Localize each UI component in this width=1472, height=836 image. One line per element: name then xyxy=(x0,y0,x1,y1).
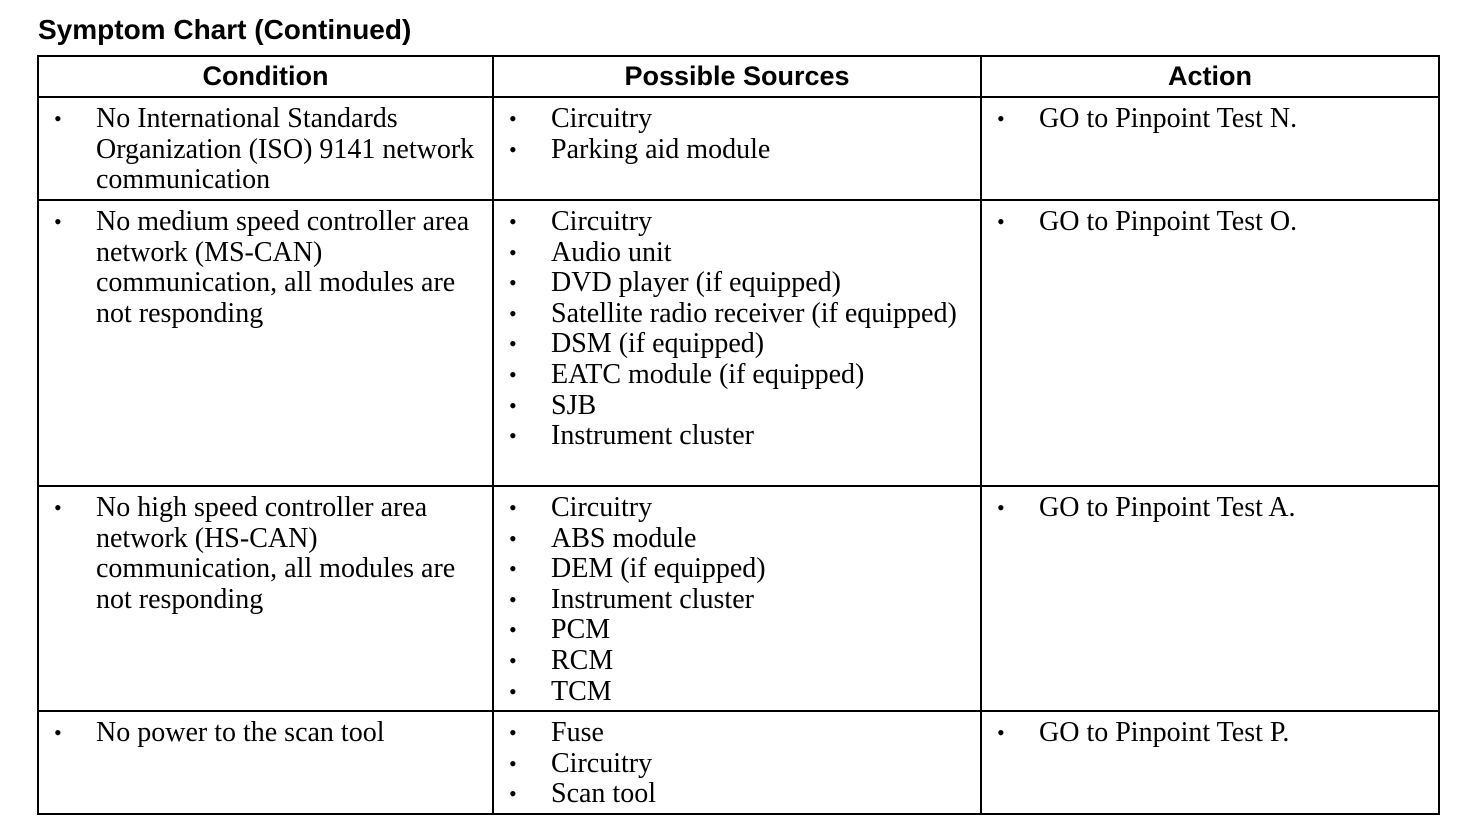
list-item xyxy=(494,749,980,780)
bullet-icon: • xyxy=(509,647,517,673)
bullet-list xyxy=(39,712,492,749)
list-item xyxy=(494,268,980,299)
list-item-text: GO to Pinpoint Test A. xyxy=(1039,492,1296,523)
list-item-text: TCM xyxy=(551,675,612,707)
list-item xyxy=(982,718,1438,749)
list-item-text: SJB xyxy=(551,389,597,421)
bullet-list xyxy=(494,487,980,707)
list-item xyxy=(494,207,980,238)
condition-cell xyxy=(38,486,493,711)
bullet-icon: • xyxy=(509,270,517,296)
list-item-text: No high speed controller area network (HS-CAN) communication, all modules are not responding xyxy=(96,492,456,615)
list-item-text: No medium speed controller area network (MS-CAN) communication, all modules are not responding xyxy=(96,206,470,329)
action-cell xyxy=(981,486,1439,711)
table-row xyxy=(38,97,1439,200)
condition-cell xyxy=(38,711,493,814)
column-header-action: Action xyxy=(981,56,1439,97)
list-item xyxy=(494,646,980,677)
list-item-text: Audio unit xyxy=(551,236,672,268)
list-item xyxy=(494,299,980,330)
list-item xyxy=(982,104,1438,135)
list-item xyxy=(494,104,980,135)
list-item-text: Parking aid module xyxy=(551,133,771,165)
bullet-icon: • xyxy=(509,392,517,418)
list-item xyxy=(982,207,1438,238)
bullet-icon: • xyxy=(54,106,62,131)
bullet-list xyxy=(982,487,1438,524)
bullet-icon: • xyxy=(509,678,517,704)
bullet-icon: • xyxy=(997,495,1005,520)
list-item-text: ABS module xyxy=(551,522,697,554)
bullet-icon: • xyxy=(509,495,517,520)
list-item xyxy=(494,135,980,166)
table-row xyxy=(38,711,1439,814)
list-item xyxy=(494,615,980,646)
bullet-list xyxy=(982,98,1438,135)
condition-cell xyxy=(38,97,493,200)
list-item-text: Scan tool xyxy=(551,778,656,810)
column-header-possible-sources: Possible Sources xyxy=(493,56,981,97)
bullet-icon: • xyxy=(509,361,517,387)
list-item-text: Circuitry xyxy=(551,103,653,134)
bullet-icon: • xyxy=(997,209,1005,234)
page-title: Symptom Chart (Continued) xyxy=(38,14,412,45)
column-header-condition: Condition xyxy=(38,56,493,97)
bullet-icon: • xyxy=(509,106,517,131)
list-item-text: PCM xyxy=(551,614,611,646)
list-item-text: DVD player (if equipped) xyxy=(551,267,842,299)
symptom-chart-table xyxy=(37,55,1440,815)
action-cell xyxy=(981,97,1439,200)
bullet-list xyxy=(39,98,492,196)
list-item-text: GO to Pinpoint Test P. xyxy=(1039,717,1290,748)
list-item xyxy=(494,360,980,391)
sources-cell xyxy=(493,711,981,814)
list-item-text: Instrument cluster xyxy=(551,420,754,452)
list-item xyxy=(39,718,492,749)
list-item-text: Fuse xyxy=(551,717,604,748)
bullet-icon: • xyxy=(997,106,1005,131)
list-item xyxy=(494,421,980,452)
bullet-icon: • xyxy=(54,495,62,520)
action-cell xyxy=(981,711,1439,814)
list-item xyxy=(982,493,1438,524)
list-item xyxy=(494,585,980,616)
bullet-icon: • xyxy=(509,239,517,265)
list-item xyxy=(494,718,980,749)
bullet-list xyxy=(982,201,1438,238)
list-item xyxy=(39,104,492,196)
bullet-icon: • xyxy=(509,423,517,449)
bullet-list xyxy=(494,712,980,810)
bullet-icon: • xyxy=(997,720,1005,745)
bullet-icon: • xyxy=(509,720,517,745)
bullet-icon: • xyxy=(54,209,62,234)
list-item xyxy=(494,391,980,422)
list-item-text: No power to the scan tool xyxy=(96,717,385,748)
bullet-icon: • xyxy=(509,209,517,234)
bullet-icon: • xyxy=(509,781,517,807)
list-item-text: Circuitry xyxy=(551,492,653,523)
bullet-list xyxy=(494,201,980,452)
list-item-text: EATC module (if equipped) xyxy=(551,358,865,390)
table-header-row xyxy=(38,56,1439,97)
list-item-text: DEM (if equipped) xyxy=(551,553,766,585)
bullet-icon: • xyxy=(509,617,517,643)
list-item-text: Circuitry xyxy=(551,206,653,237)
table-row xyxy=(38,486,1439,711)
table-row xyxy=(38,200,1439,486)
list-item xyxy=(494,524,980,555)
bullet-list xyxy=(39,487,492,615)
bullet-icon: • xyxy=(509,586,517,612)
list-item xyxy=(494,329,980,360)
sources-cell xyxy=(493,200,981,486)
list-item xyxy=(494,779,980,810)
list-item-text: No International Standards Organization (ISO) 9141 network communication xyxy=(96,103,475,196)
list-item-text: Instrument cluster xyxy=(551,583,754,615)
bullet-icon: • xyxy=(509,136,517,162)
bullet-icon: • xyxy=(509,300,517,326)
list-item-text: RCM xyxy=(551,644,614,676)
list-item-text: GO to Pinpoint Test N. xyxy=(1039,103,1298,134)
list-item-text: DSM (if equipped) xyxy=(551,328,765,360)
bullet-list xyxy=(39,201,492,329)
sources-cell xyxy=(493,486,981,711)
action-cell xyxy=(981,200,1439,486)
list-item xyxy=(494,677,980,708)
list-item xyxy=(39,493,492,615)
list-item-text: GO to Pinpoint Test O. xyxy=(1039,206,1298,237)
sources-cell xyxy=(493,97,981,200)
list-item xyxy=(494,493,980,524)
bullet-icon: • xyxy=(509,331,517,357)
bullet-icon: • xyxy=(509,556,517,582)
bullet-list xyxy=(982,712,1438,749)
list-item-text: Satellite radio receiver (if equipped) xyxy=(551,297,957,329)
bullet-icon: • xyxy=(509,750,517,776)
list-item-text: Circuitry xyxy=(551,747,653,779)
list-item xyxy=(494,238,980,269)
bullet-list xyxy=(494,98,980,165)
list-item xyxy=(39,207,492,329)
condition-cell xyxy=(38,200,493,486)
bullet-icon: • xyxy=(54,720,62,745)
list-item xyxy=(494,554,980,585)
bullet-icon: • xyxy=(509,525,517,551)
